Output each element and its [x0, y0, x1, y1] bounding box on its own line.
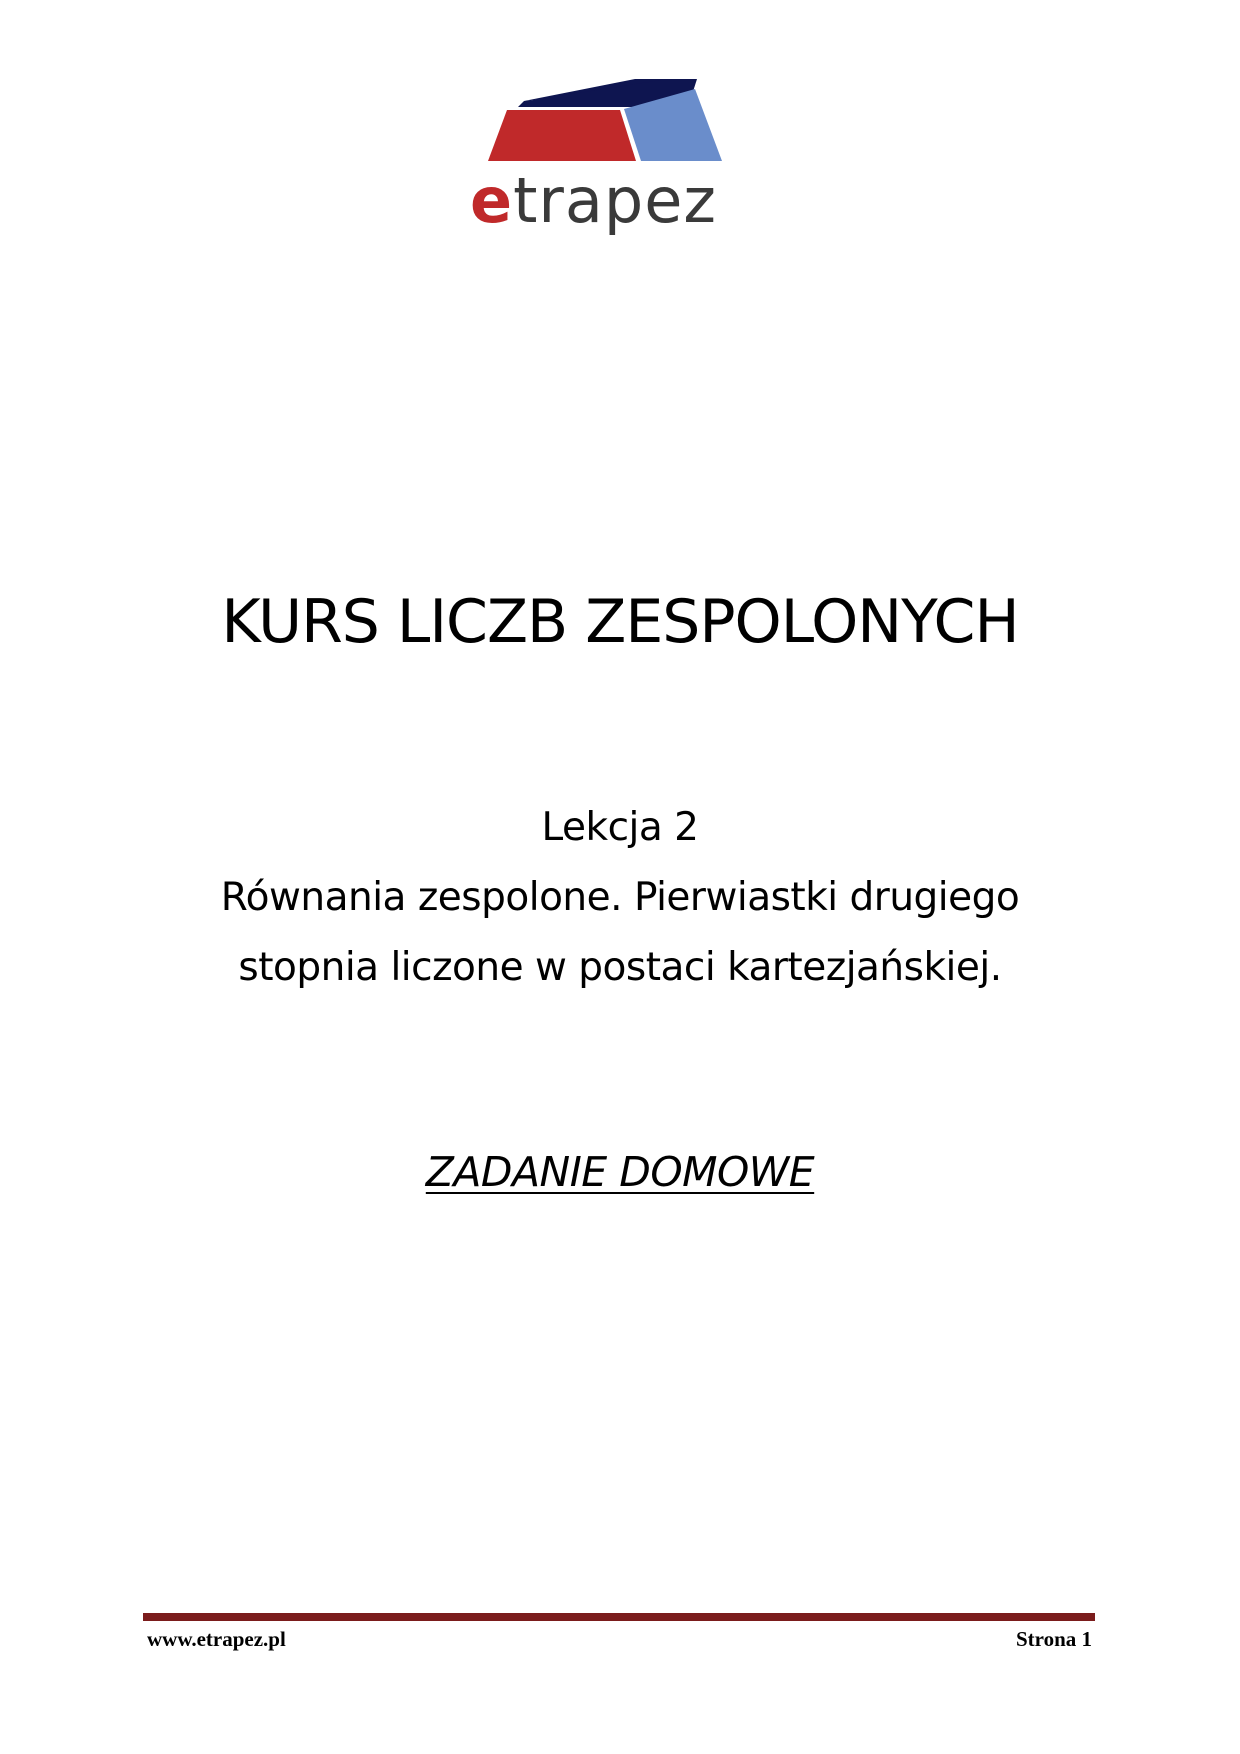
footer-page-number: Strona 1 — [1015, 1627, 1092, 1651]
trapezoid-logo-icon — [470, 75, 770, 235]
homework-heading — [0, 1142, 1240, 1202]
footer-divider — [143, 1613, 1095, 1621]
course-title: KURS LICZB ZESPOLONYCH — [221, 587, 1019, 657]
homework-label: ZADANIE DOMOWE — [425, 1148, 815, 1196]
lesson-block — [0, 793, 1240, 1003]
footer-website: www.etrapez.pl — [147, 1627, 286, 1651]
lesson-topic-line-1: Równania zespolone. Pierwiastki drugiego — [220, 875, 1020, 920]
lesson-number: Lekcja 2 — [541, 805, 699, 850]
etrapez-logo — [470, 75, 770, 235]
lesson-topic-line-2: stopnia liczone w postaci kartezjańskiej. — [238, 945, 1002, 990]
logo-wordmark: etrapez — [470, 164, 717, 235]
